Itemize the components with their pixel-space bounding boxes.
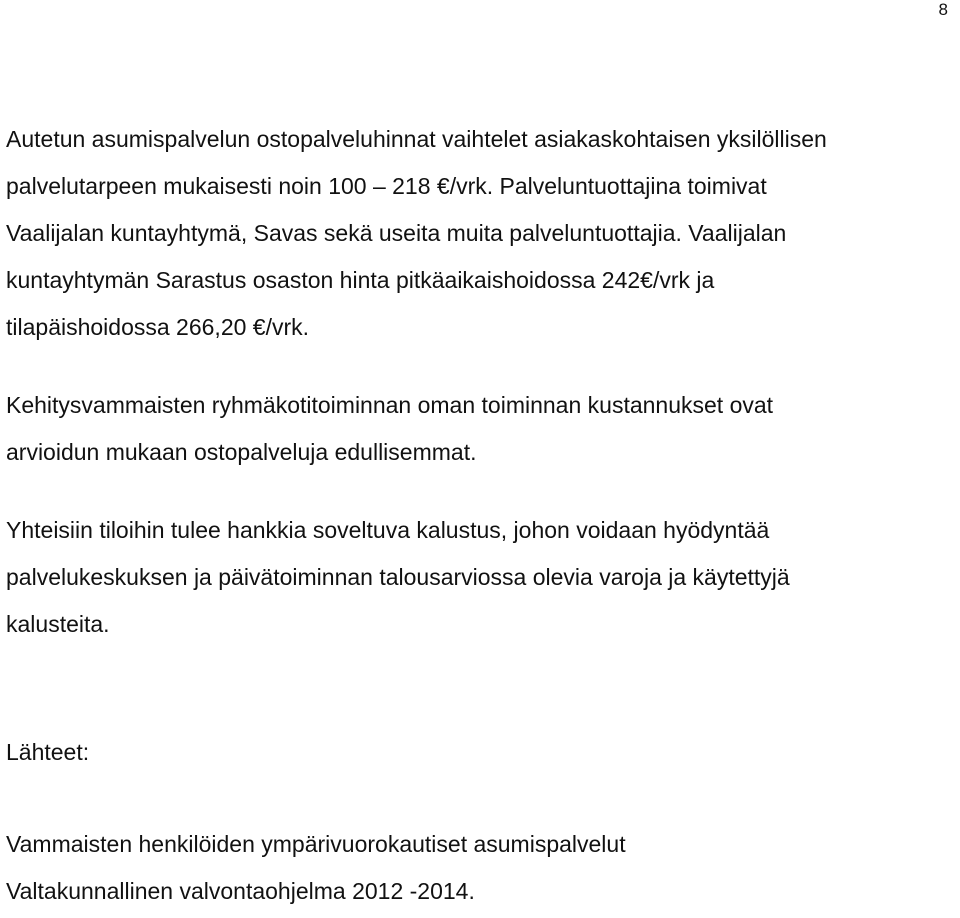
sources-list (6, 821, 946, 915)
document-body (6, 116, 946, 915)
text-line: tilapäishoidossa 266,20 €/vrk. (6, 314, 310, 340)
text-line: Vaalijalan kuntayhtymä, Savas sekä useita muita palveluntuottajia. Vaalijalan (6, 220, 787, 246)
text-line: Autetun asumispalvelun ostopalveluhinnat vaihtelet asiakaskohtaisen yksilöllisen (6, 126, 827, 152)
text-line: palvelukeskuksen ja päivätoiminnan talousarviossa olevia varoja ja käytettyjä (6, 564, 790, 590)
source-line: Vammaisten henkilöiden ympärivuorokautiset asumispalvelut (6, 831, 626, 857)
paragraph-spacer (6, 648, 946, 729)
text-line: kuntayhtymän Sarastus osaston hinta pitkäaikaishoidossa 242€/vrk ja (6, 267, 715, 293)
sources-heading: Lähteet: (6, 739, 90, 765)
text-line: arvioidun mukaan ostopalveluja edullisemmat. (6, 439, 477, 465)
paragraph-prices (6, 116, 946, 351)
paragraph-group-homes (6, 382, 946, 476)
source-line: Valtakunnallinen valvontaohjelma 2012 -2014. (6, 878, 475, 904)
text-line: palvelutarpeen mukaisesti noin 100 – 218 €/vrk. Palveluntuottajina toimivat (6, 173, 767, 199)
paragraph-spacer (6, 776, 946, 821)
paragraph-spacer (6, 351, 946, 382)
text-line: Yhteisiin tiloihin tulee hankkia soveltuva kalustus, johon voidaan hyödyntää (6, 517, 770, 543)
paragraph-spacer (6, 476, 946, 507)
text-line: kalusteita. (6, 611, 110, 637)
text-line: Kehitysvammaisten ryhmäkotitoiminnan oman toiminnan kustannukset ovat (6, 392, 774, 418)
paragraph-furnishing (6, 507, 946, 648)
page-number: 8 (938, 0, 948, 19)
